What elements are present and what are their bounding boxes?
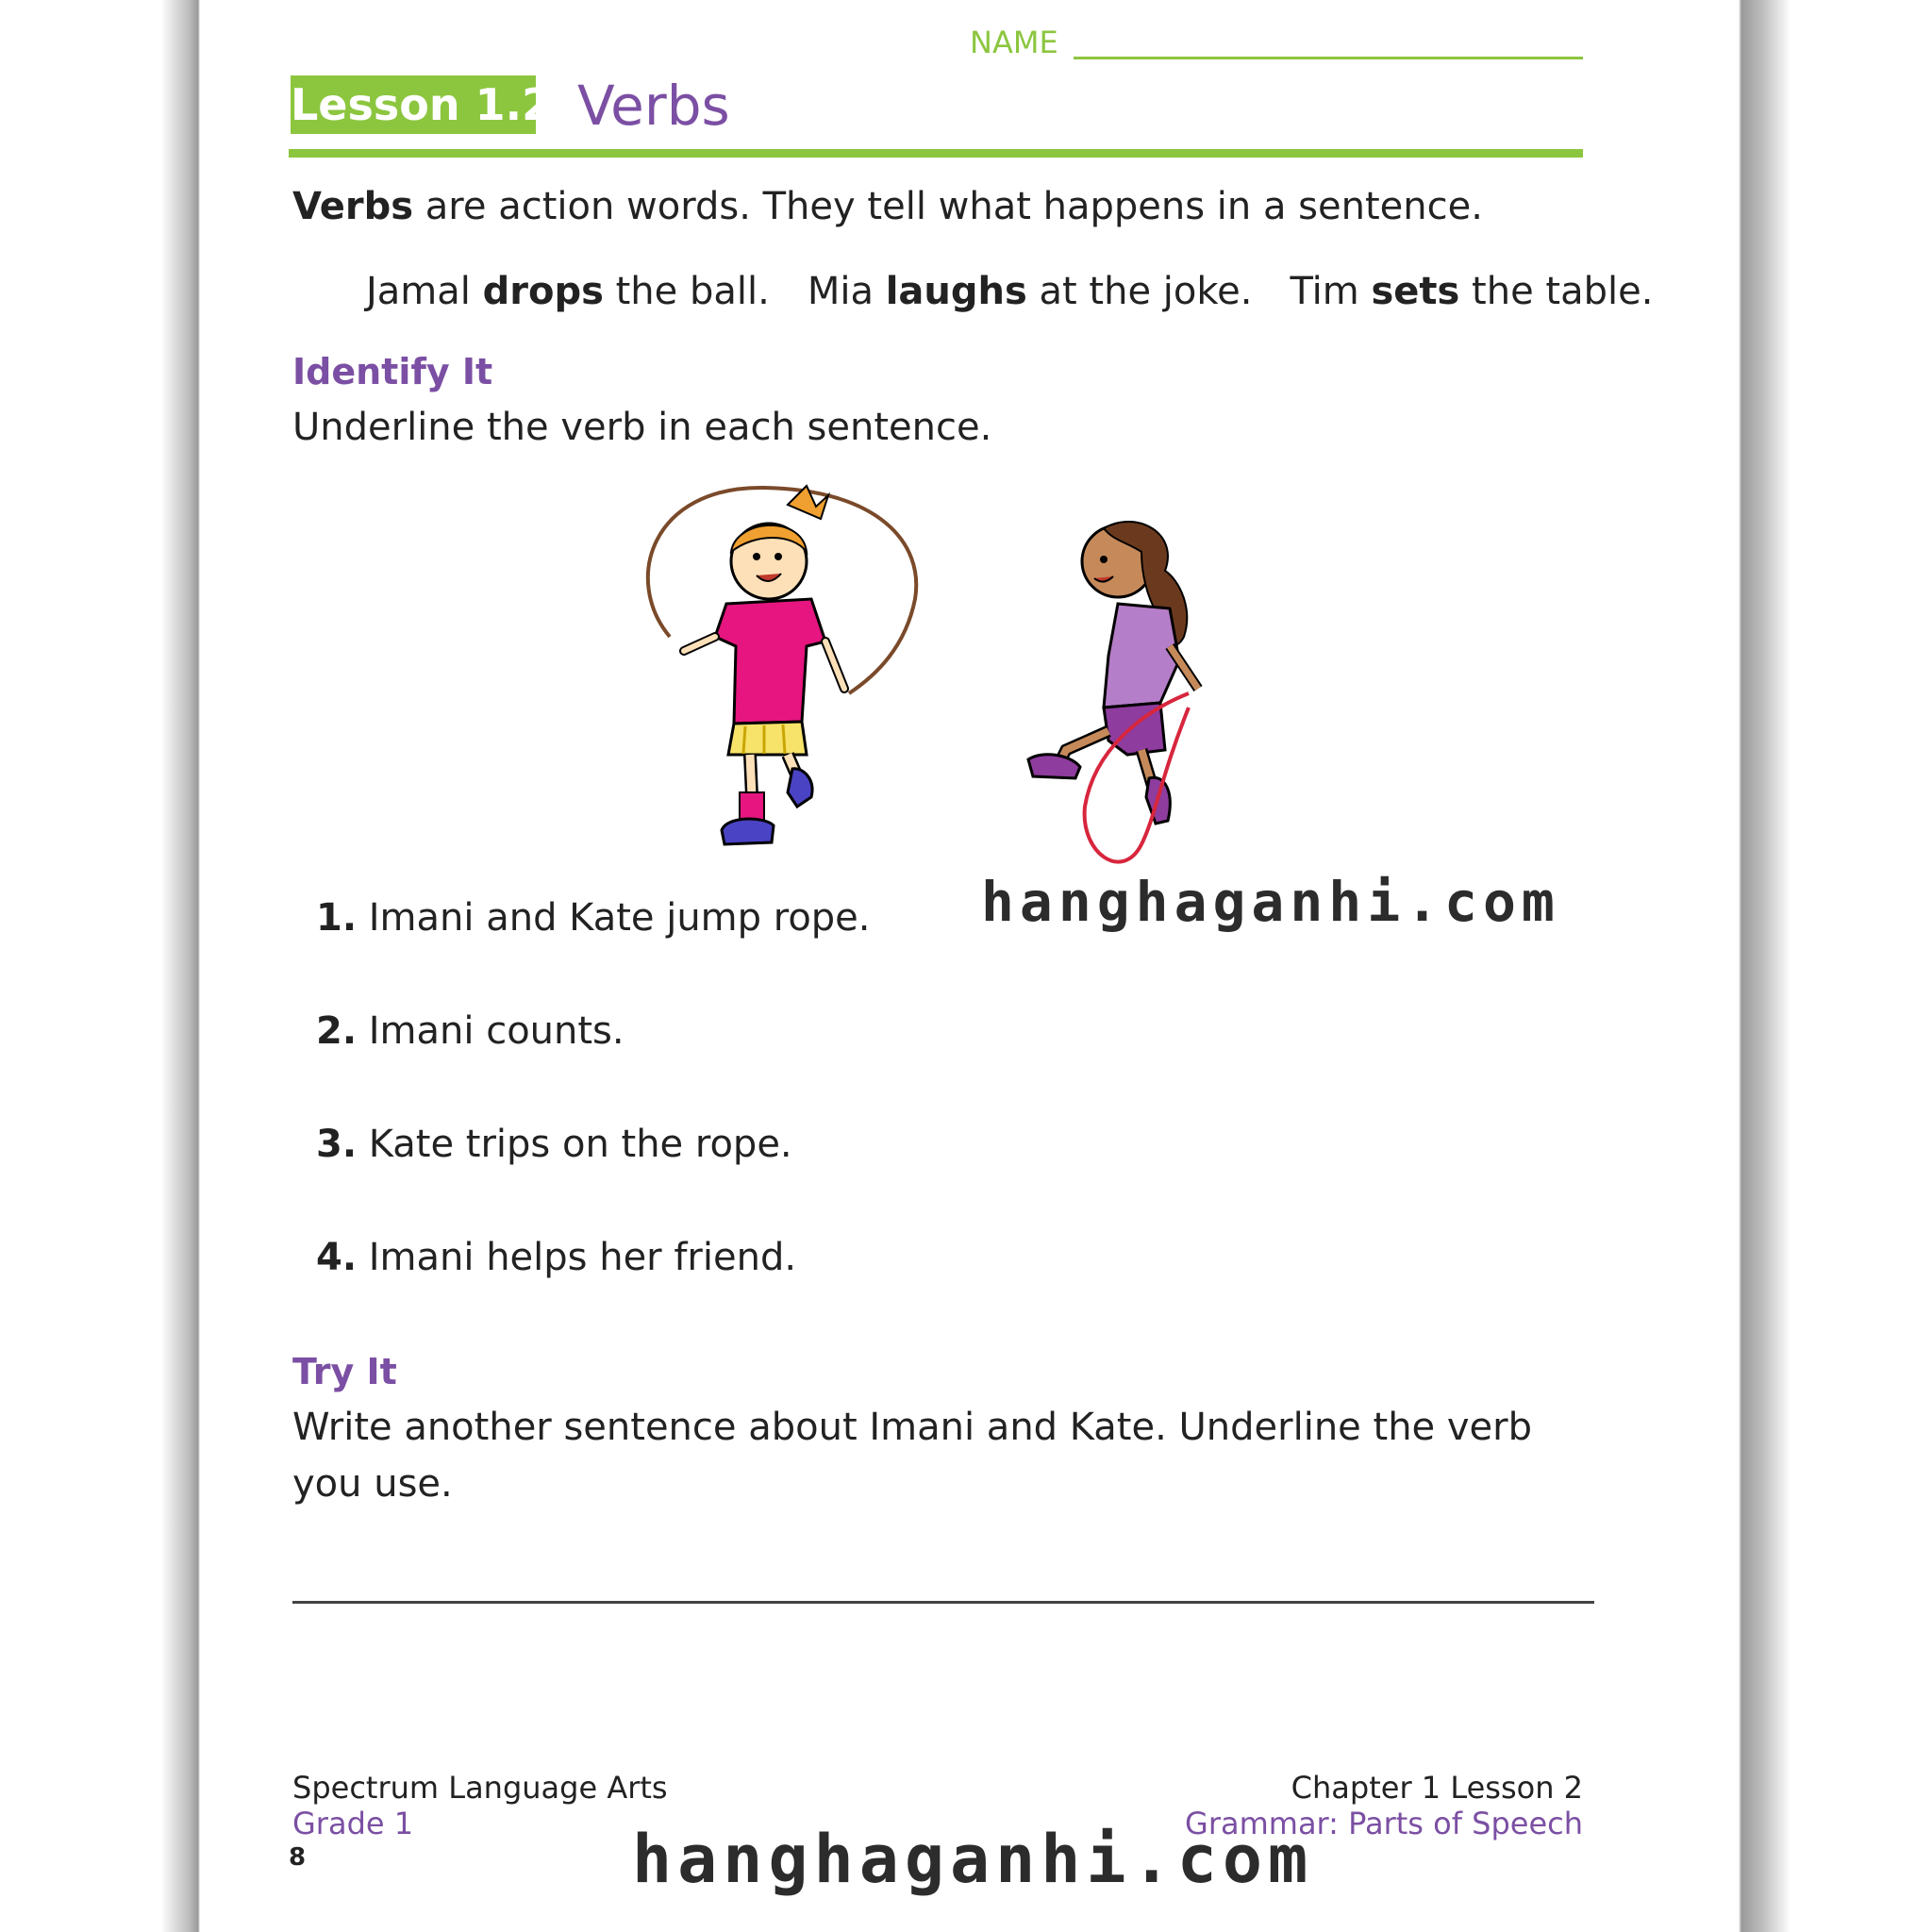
page-shadow-left <box>0 0 283 1932</box>
page-number: 8 <box>289 1843 307 1872</box>
intro-rest: are action words. They tell what happens in a sentence. <box>413 185 1483 228</box>
footer-book-title: Spectrum Language Arts <box>292 1770 668 1806</box>
item-sentence[interactable]: Imani counts. <box>368 1009 625 1053</box>
intro-text <box>292 185 1483 228</box>
lesson-title: Verbs <box>577 74 730 138</box>
example-verb: sets <box>1371 270 1460 313</box>
exercise-item-2 <box>316 1009 625 1053</box>
name-write-line[interactable] <box>1074 57 1583 59</box>
watermark-text: hanghaganhi.com <box>981 870 1560 934</box>
item-number: 2. <box>316 1009 358 1053</box>
exercise-item-1 <box>316 896 871 940</box>
intro-bold-term: Verbs <box>292 185 414 228</box>
footer-grade: Grade 1 <box>292 1806 414 1841</box>
name-label: NAME <box>970 25 1058 60</box>
identify-instruction: Underline the verb in each sentence. <box>292 406 992 449</box>
item-sentence[interactable]: Imani helps her friend. <box>368 1236 797 1279</box>
example-sentence: Tim sets the table. <box>1290 270 1654 313</box>
page-shadow-right <box>1649 0 1932 1932</box>
try-it-heading: Try It <box>292 1351 397 1392</box>
footer-chapter: Chapter 1 Lesson 2 <box>1291 1770 1583 1806</box>
exercise-item-4 <box>316 1236 796 1279</box>
title-rule <box>289 149 1583 158</box>
exercise-item-3 <box>316 1123 792 1166</box>
girl-kate-figure <box>648 486 916 844</box>
item-sentence[interactable]: Imani and Kate jump rope. <box>368 896 871 940</box>
try-it-instruction-line1: Write another sentence about Imani and Kate. Underline the verb <box>292 1406 1532 1449</box>
example-verb: drops <box>482 270 604 313</box>
item-sentence[interactable]: Kate trips on the rope. <box>368 1123 792 1166</box>
footer-topic: Grammar: Parts of Speech <box>1185 1806 1583 1841</box>
watermark-text-bottom: hanghaganhi.com <box>632 1821 1314 1898</box>
example-sentence: Mia laughs at the joke. <box>807 270 1253 313</box>
answer-write-line[interactable] <box>292 1601 1594 1604</box>
girl-imani-figure <box>1028 522 1198 862</box>
identify-heading: Identify It <box>292 351 493 392</box>
example-sentences <box>366 270 1653 313</box>
lesson-badge: Lesson 1.2 <box>291 75 536 134</box>
item-number: 3. <box>316 1123 358 1166</box>
item-number: 4. <box>316 1236 358 1279</box>
example-sentence: Jamal drops the ball. <box>366 270 770 313</box>
example-verb: laughs <box>885 270 1027 313</box>
try-it-instruction-line2: you use. <box>292 1462 453 1506</box>
girls-jumping-rope-illustration <box>613 467 1255 882</box>
item-number: 1. <box>316 896 358 940</box>
